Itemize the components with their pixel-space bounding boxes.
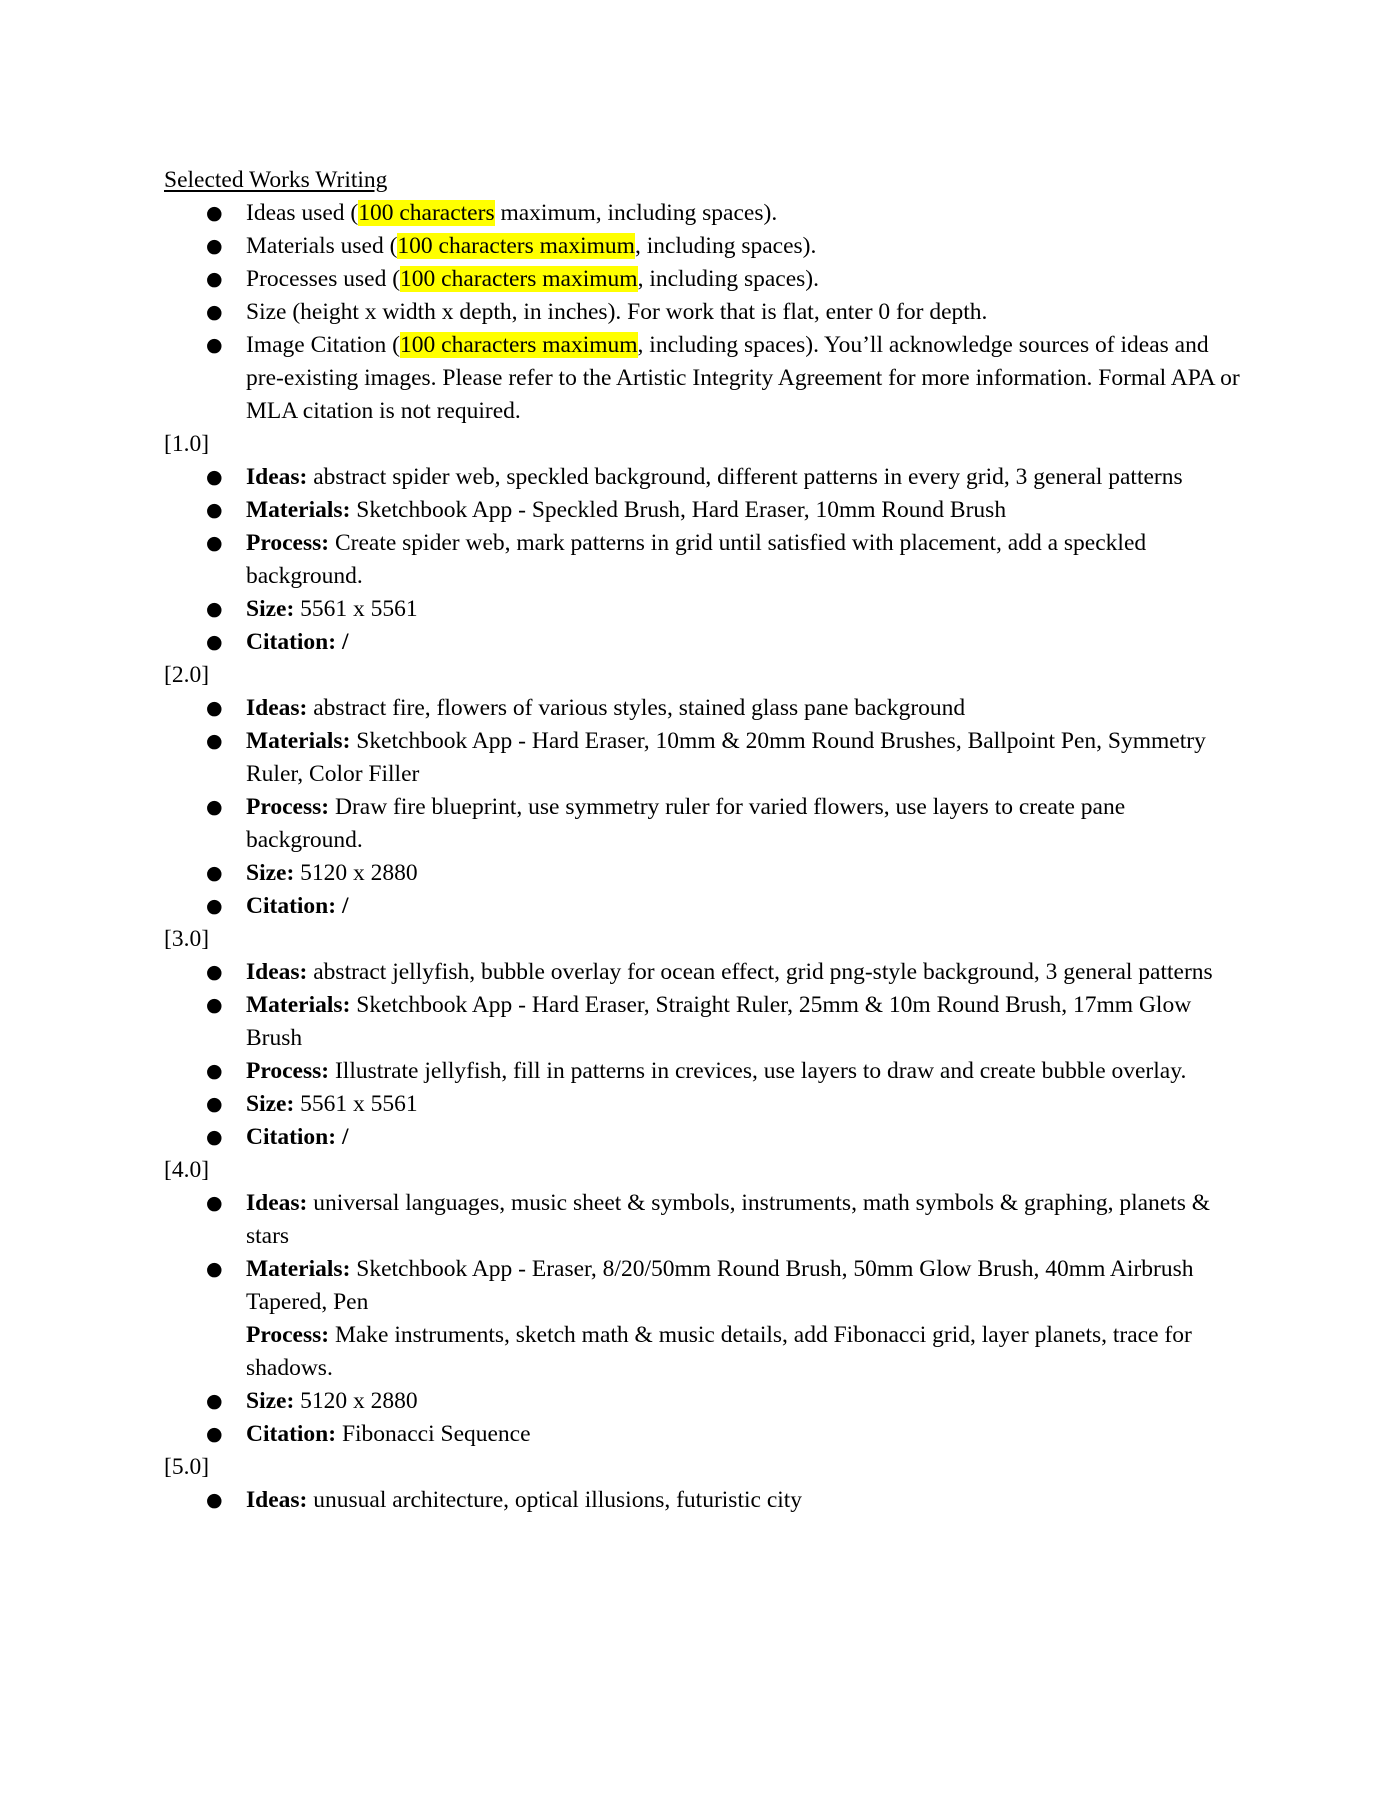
list-item: ● Process: Draw fire blueprint, use symmetry ruler for varied flowers, use layers to create pane background.	[164, 791, 1244, 857]
list-item: ● Process: Illustrate jellyfish, fill in patterns in crevices, use layers to draw and create bubble overlay.	[164, 1055, 1244, 1088]
list-item: ● Size: 5561 x 5561	[164, 1088, 1244, 1121]
requirement-ideas: ● Ideas used (100 characters maximum, including spaces).	[164, 197, 1244, 230]
list-item: ● Process: Create spider web, mark patterns in grid until satisfied with placement, add a speckled background.	[164, 527, 1244, 593]
list-item: ● Ideas: universal languages, music sheet & symbols, instruments, math symbols & graphing, planets & stars	[164, 1187, 1244, 1253]
list-item: ● Citation: /	[164, 890, 1244, 923]
list-item: ● Ideas: unusual architecture, optical illusions, futuristic city	[164, 1484, 1244, 1517]
document-page	[164, 164, 1244, 1517]
list-item: ● Materials: Sketchbook App - Eraser, 8/20/50mm Round Brush, 50mm Glow Brush, 40mm Airbrush Tapered, Pen	[164, 1253, 1244, 1319]
section-list	[164, 956, 1244, 1154]
list-item: ● Citation: Fibonacci Sequence	[164, 1418, 1244, 1451]
requirement-citation: ● Image Citation (100 characters maximum, including spaces). You’ll acknowledge sources of ideas and pre-existing images. Please refer to the Artistic Integrity Agreement for more information. Formal APA or MLA citation is not required.	[164, 329, 1244, 428]
highlight: 100 characters maximum	[400, 332, 638, 358]
list-item: ● Ideas: abstract fire, flowers of various styles, stained glass pane background	[164, 692, 1244, 725]
list-item: ● Citation: /	[164, 626, 1244, 659]
section-list	[164, 461, 1244, 659]
highlight: 100 characters	[358, 200, 495, 226]
page-title: Selected Works Writing	[164, 167, 388, 193]
section-label: [1.0]	[164, 431, 210, 457]
section-label: [4.0]	[164, 1157, 210, 1183]
list-item: ● Size: 5120 x 2880	[164, 857, 1244, 890]
highlight: 100 characters maximum	[400, 266, 638, 292]
section-list	[164, 1484, 1244, 1517]
list-item: Process: Make instruments, sketch math & music details, add Fibonacci grid, layer planets, trace for shadows.	[246, 1322, 1192, 1381]
section-label: [5.0]	[164, 1454, 210, 1480]
highlight: 100 characters maximum	[397, 233, 635, 259]
section-list	[164, 692, 1244, 923]
requirement-size: ● Size (height x width x depth, in inches). For work that is flat, enter 0 for depth.	[164, 296, 1244, 329]
list-item: ● Materials: Sketchbook App - Speckled Brush, Hard Eraser, 10mm Round Brush	[164, 494, 1244, 527]
section-label: [2.0]	[164, 662, 210, 688]
list-item: ● Materials: Sketchbook App - Hard Eraser, 10mm & 20mm Round Brushes, Ballpoint Pen, Symmetry Ruler, Color Filler	[164, 725, 1244, 791]
list-item: ● Size: 5561 x 5561	[164, 593, 1244, 626]
section-label: [3.0]	[164, 926, 210, 952]
list-item: ● Size: 5120 x 2880	[164, 1385, 1244, 1418]
requirement-processes: ● Processes used (100 characters maximum, including spaces).	[164, 263, 1244, 296]
list-item: ● Ideas: abstract jellyfish, bubble overlay for ocean effect, grid png-style background, 3 general patterns	[164, 956, 1244, 989]
list-item: ● Citation: /	[164, 1121, 1244, 1154]
list-item: ● Materials: Sketchbook App - Hard Eraser, Straight Ruler, 25mm & 10m Round Brush, 17mm Glow Brush	[164, 989, 1244, 1055]
section-list	[164, 1187, 1244, 1451]
requirement-materials: ● Materials used (100 characters maximum, including spaces).	[164, 230, 1244, 263]
list-item: ● Ideas: abstract spider web, speckled background, different patterns in every grid, 3 general patterns	[164, 461, 1244, 494]
requirements-list	[164, 197, 1244, 428]
